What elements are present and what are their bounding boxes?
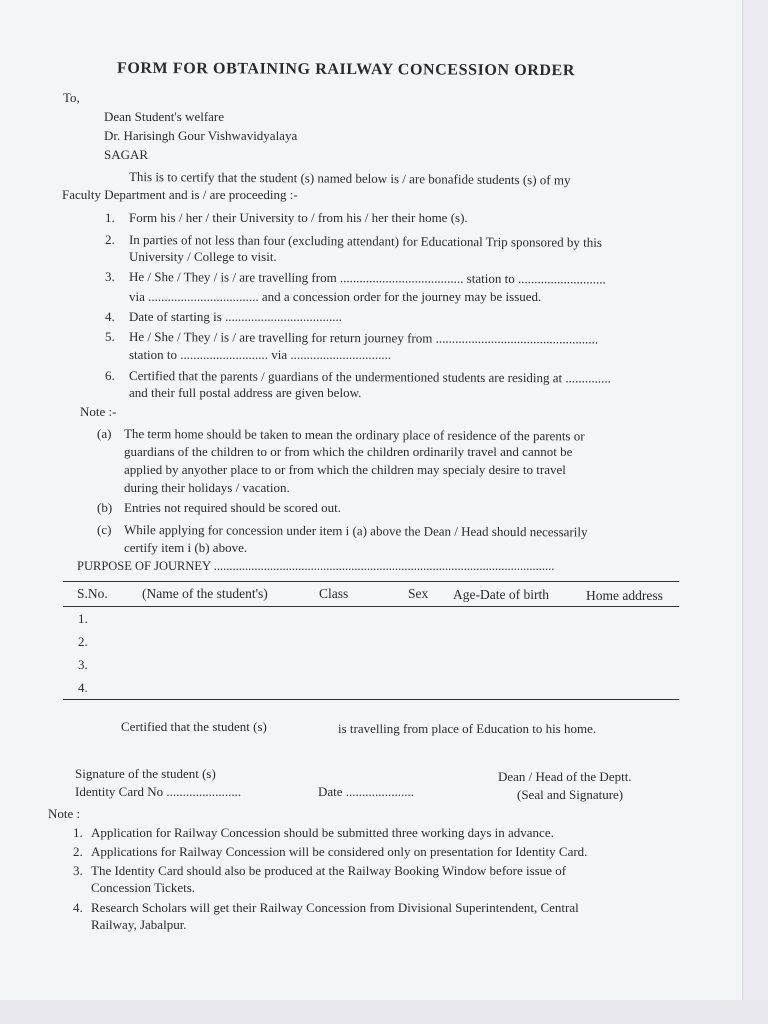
dean-head-label: Dean / Head of the Deptt. — [498, 769, 632, 784]
table-header-age-dob: Age-Date of birth — [453, 587, 549, 602]
table-row: 3. — [78, 657, 88, 672]
note-label: Note :- — [80, 404, 117, 419]
bottom-note-number: 4. — [73, 900, 83, 915]
bottom-note-number: 2. — [73, 844, 83, 859]
note-text: certify item i (b) above. — [124, 540, 248, 555]
table-header-rule — [63, 606, 679, 607]
form-title: FORM FOR OBTAINING RAILWAY CONCESSION ORDER — [116, 59, 576, 80]
note-text: Entries not required should be scored out. — [124, 500, 341, 515]
bottom-note-text: Railway, Jabalpur. — [91, 917, 187, 932]
item-text: Certified that the parents / guardians of the undermentioned students are residing at .............. — [128, 368, 611, 386]
seal-signature-label: (Seal and Signature) — [517, 787, 624, 802]
note-text: during their holidays / vacation. — [124, 480, 290, 495]
bottom-note-text: Research Scholars will get their Railway Concession from Divisional Superintendent, Central — [91, 900, 579, 915]
note-text: applied by anyother place to or from which the children may specialy desire to travel — [124, 462, 566, 477]
item-text: and their full postal address are given below. — [129, 385, 362, 400]
addressee-line-1: Dean Student's welfare — [104, 109, 225, 124]
item-number: 4. — [105, 309, 115, 324]
item-text: University / College to visit. — [129, 249, 277, 264]
bottom-note-text: The Identity Card should also be produced at the Railway Booking Window before issue of — [91, 863, 567, 878]
page-edge — [742, 0, 768, 1024]
bottom-note-text: Concession Tickets. — [91, 880, 196, 895]
table-row: 1. — [78, 611, 88, 626]
table-header-sno: S.No. — [77, 586, 108, 601]
date-field: Date ..................... — [318, 784, 415, 799]
page-bottom-edge — [0, 1000, 768, 1024]
table-header-home-address: Home address — [586, 588, 663, 603]
item-number: 2. — [105, 232, 115, 247]
addressee-line-2: Dr. Harisingh Gour Vishwavidyalaya — [104, 128, 298, 143]
item-number: 3. — [105, 269, 115, 284]
certified-text-right: is travelling from place of Education to his home. — [338, 721, 597, 736]
bottom-note-label: Note : — [48, 806, 81, 821]
student-signature-label: Signature of the student (s) — [75, 766, 216, 781]
item-text: Date of starting is .................................... — [129, 309, 343, 324]
to-label: To, — [63, 90, 80, 105]
note-text: guardians of the children to or from which the children ordinarily travel and cannot be — [124, 444, 573, 459]
addressee-line-3: SAGAR — [104, 147, 149, 162]
table-row: 2. — [78, 634, 88, 649]
table-top-rule — [63, 581, 679, 582]
item-text: Form his / her / their University to / from his / her their home (s). — [129, 210, 468, 225]
note-number: (b) — [97, 500, 113, 515]
item-number: 1. — [105, 210, 115, 225]
item-text: station to ........................... via ............................... — [129, 347, 392, 362]
purpose-of-journey: PURPOSE OF JOURNEY ............................................................................................................. — [77, 559, 555, 573]
item-text: He / She / They / is / are travelling from ...................................... station to ........................... — [128, 269, 606, 287]
note-text: While applying for concession under item i (a) above the Dean / Head should necessarily — [123, 522, 588, 540]
table-header-class: Class — [319, 586, 349, 601]
item-text: via .................................. and a concession order for the journey may be issued. — [129, 289, 542, 304]
table-row: 4. — [78, 680, 88, 695]
intro-line-1: This is to certify that the student (s) named below is / are bonafide students (s) of my — [128, 169, 571, 188]
item-number: 6. — [105, 368, 115, 383]
table-bottom-rule — [63, 699, 679, 700]
bottom-note-text: Applications for Railway Concession will be considered only on presentation for Identity Card. — [91, 844, 588, 859]
note-text: The term home should be taken to mean the ordinary place of residence of the parents or — [123, 426, 585, 444]
bottom-note-number: 1. — [73, 825, 83, 840]
note-number: (c) — [97, 522, 112, 537]
table-header-name: (Name of the student's) — [142, 586, 268, 601]
note-number: (a) — [97, 426, 112, 441]
table-header-sex: Sex — [408, 586, 429, 601]
intro-line-2: Faculty Department and is / are proceeding :- — [62, 187, 298, 202]
item-text: In parties of not less than four (excluding attendant) for Educational Trip sponsored by this — [128, 232, 603, 250]
bottom-note-number: 3. — [73, 863, 83, 878]
item-number: 5. — [105, 329, 115, 344]
bottom-note-text: Application for Railway Concession should be submitted three working days in advance. — [91, 825, 554, 840]
identity-card-field: Identity Card No ....................... — [75, 784, 242, 799]
certified-text-left: Certified that the student (s) — [121, 719, 267, 734]
item-text: He / She / They / is / are travelling for return journey from .................................................. — [128, 329, 599, 347]
